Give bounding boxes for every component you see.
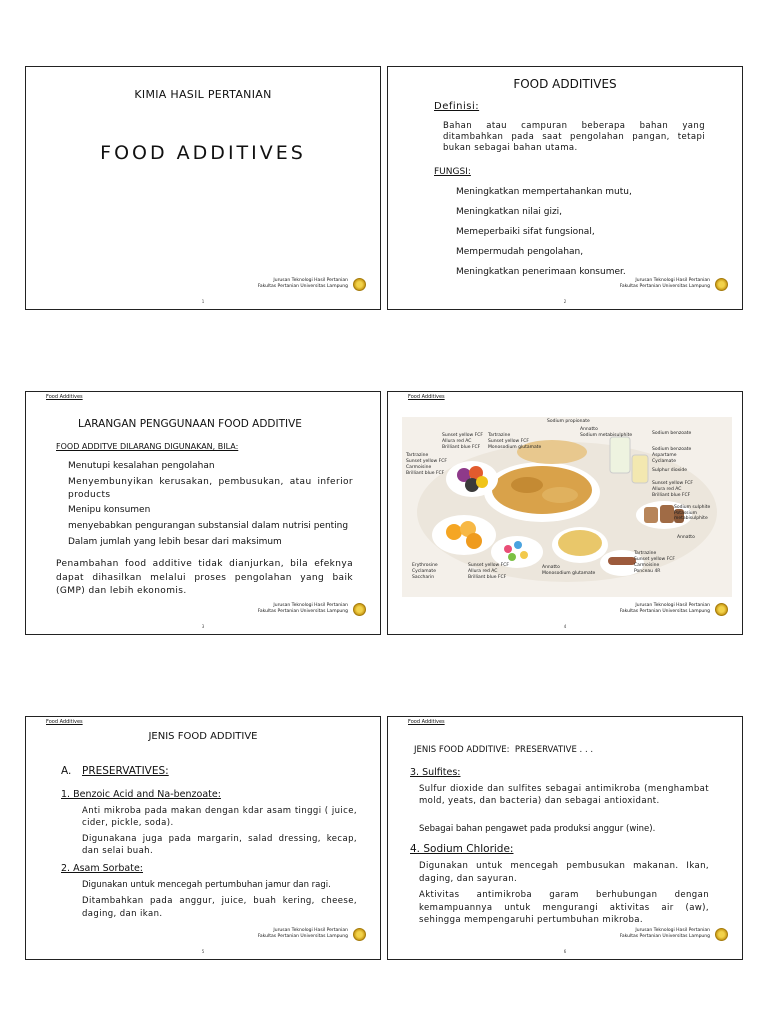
additive-label: Annatto bbox=[677, 535, 695, 540]
section-number: A. bbox=[61, 765, 72, 777]
additive-label: Carmoisine bbox=[634, 563, 660, 568]
slide-5 bbox=[25, 716, 381, 960]
slide-header: Food Additives bbox=[46, 719, 83, 725]
section-heading: PRESERVATIVES: bbox=[82, 765, 169, 777]
additive-label: Sunset yellow FCF bbox=[442, 433, 483, 438]
list-item: Menutupi kesalahan pengolahan bbox=[68, 461, 215, 471]
function-item: Meningkatkan nilai gizi, bbox=[456, 207, 563, 217]
additive-label: Monosodium glutamate bbox=[488, 445, 542, 450]
additive-label: Brilliant blue FCF bbox=[406, 471, 445, 476]
paragraph: Sebagai bahan pengawet pada produksi anggur (wine). bbox=[419, 824, 656, 834]
additive-label: Tartrazine bbox=[488, 433, 511, 438]
additive-label: Sunset yellow FCF bbox=[652, 481, 693, 486]
slide-6 bbox=[387, 716, 743, 960]
function-heading: FUNGSI: bbox=[434, 167, 471, 177]
subsection-heading: 4. Sodium Chloride: bbox=[410, 843, 514, 855]
additive-label: Sunset yellow FCF bbox=[634, 557, 675, 562]
slide-2 bbox=[387, 66, 743, 310]
subsection-heading: 2. Asam Sorbate: bbox=[61, 863, 143, 874]
page-number: 4 bbox=[563, 624, 567, 629]
definition-heading: Definisi: bbox=[434, 101, 480, 112]
list-item: Menipu konsumen bbox=[68, 505, 151, 515]
slide-header: Food Additives bbox=[46, 394, 83, 400]
additive-label: Sunset yellow FCF bbox=[468, 563, 509, 568]
subsection-heading: 1. Benzoic Acid and Na-benzoate: bbox=[61, 789, 221, 800]
university-logo-icon bbox=[715, 603, 728, 616]
additive-label: Tartrazine bbox=[634, 551, 657, 556]
additive-label: Annatto bbox=[542, 565, 560, 570]
slide-header: Food Additives bbox=[408, 394, 445, 400]
page-number: 1 bbox=[201, 299, 205, 304]
additive-label: Sunset yellow FCF bbox=[406, 459, 447, 464]
additive-label: Sodium metabisulphite bbox=[580, 433, 633, 438]
paragraph: Digunakana juga pada margarin, salad dressing, kecap, dan selai buah. bbox=[82, 834, 357, 856]
page-number: 3 bbox=[201, 624, 205, 629]
function-item: Mempermudah pengolahan, bbox=[456, 247, 584, 257]
additive-label: Allura red AC bbox=[468, 569, 498, 574]
additive-label: Potassium metabisulphite bbox=[674, 511, 708, 521]
subsection-heading: 3. Sulfites: bbox=[410, 767, 461, 778]
slide-4 bbox=[387, 391, 743, 635]
university-logo-icon bbox=[715, 928, 728, 941]
additive-label: Sodium benzoate bbox=[652, 447, 692, 452]
additive-label: Ponceau 4R bbox=[634, 569, 661, 574]
additive-label: Sulphur dioxide bbox=[652, 468, 688, 473]
function-item: Meningkatkan mempertahankan mutu, bbox=[456, 187, 632, 197]
list-item: Dalam jumlah yang lebih besar dari maksimum bbox=[68, 537, 282, 547]
slide-subtitle: KIMIA HASIL PERTANIAN bbox=[134, 88, 272, 101]
slide-footer: Jurusan Teknologi Hasil Pertanian Fakultas Pertanian Universitas Lampung bbox=[608, 928, 728, 942]
university-logo-icon bbox=[715, 278, 728, 291]
slide-footer: Jurusan Teknologi Hasil Pertanian Fakultas Pertanian Universitas Lampung bbox=[246, 928, 366, 942]
slide-1 bbox=[25, 66, 381, 310]
additive-label: Allura red AC bbox=[652, 487, 682, 492]
additive-label: Sunset yellow FCF bbox=[488, 439, 529, 444]
additive-label: Saccharin bbox=[412, 575, 435, 580]
slide-footer: Jurusan Teknologi Hasil Pertanian Fakultas Pertanian Universitas Lampung bbox=[608, 278, 728, 292]
slide-header: Food Additives bbox=[408, 719, 445, 725]
additive-label: Monosodium glutamate bbox=[542, 571, 596, 576]
additive-label: Brilliant blue FCF bbox=[652, 493, 691, 498]
additive-label: Annatto bbox=[580, 427, 598, 432]
section-heading: FOOD ADDITVE DILARANG DIGUNAKAN, BILA: bbox=[56, 442, 239, 451]
slide-footer: Jurusan Teknologi Hasil Pertanian Fakultas Pertanian Universitas Lampung bbox=[246, 603, 366, 617]
paragraph: Anti mikroba pada makan dengan kdar asam tinggi ( juice, cider, pickle, soda). bbox=[82, 806, 357, 828]
list-item: Menyembunyikan kerusakan, pembusukan, atau inferior products bbox=[68, 477, 353, 500]
additive-label: Brilliant blue FCF bbox=[442, 445, 481, 450]
slide-footer: Jurusan Teknologi Hasil Pertanian Fakultas Pertanian Universitas Lampung bbox=[608, 603, 728, 617]
page-number: 2 bbox=[563, 299, 567, 304]
definition-text: Bahan atau campuran beberapa bahan yang ditambahkan pada saat pengolahan pangan, tetapi bukan sebagai bahan utama. bbox=[443, 121, 705, 153]
additive-label: Sodium sulphite bbox=[674, 505, 711, 510]
slide-title: FOOD ADDITIVES bbox=[513, 77, 617, 91]
additive-label: Cyclamate bbox=[652, 459, 676, 464]
function-item: Meningkatkan penerimaan konsumer. bbox=[456, 267, 626, 277]
additive-label: Brilliant blue FCF bbox=[468, 575, 507, 580]
paragraph: Aktivitas antimikroba garam berhubungan dengan kemampuannya untuk mengurangi aktivitas air (aw), sehingga mempengaruhi pertumbuhan mikroba. bbox=[419, 890, 709, 925]
page-number: 6 bbox=[563, 949, 567, 954]
paragraph: Ditambahkan pada anggur, juice, buah kering, cheese, daging, dan ikan. bbox=[82, 896, 357, 919]
university-logo-icon bbox=[353, 278, 366, 291]
paragraph: Sulfur dioxide dan sulfites sebagai antimikroba (menghambat mold, yeats, dan bacteria) dan sebagai antioxidant. bbox=[419, 784, 709, 806]
food-additives-photo bbox=[402, 417, 732, 597]
slide-title: JENIS FOOD ADDITIVE bbox=[148, 731, 258, 742]
additive-label: Tartrazine bbox=[406, 453, 429, 458]
paragraph: Digunakan untuk mencegah pembusukan makanan. Ikan, daging, dan sayuran. bbox=[419, 861, 709, 884]
additive-label: Allura red AC bbox=[442, 439, 472, 444]
list-item: menyebabkan pengurangan substansial dalam nutrisi penting bbox=[68, 521, 349, 531]
slide-footer: Jurusan Teknologi Hasil Pertanian Fakultas Pertanian Universitas Lampung bbox=[246, 278, 366, 292]
slide-title: JENIS FOOD ADDITIVE: PRESERVATIVE . . . bbox=[414, 745, 594, 755]
additive-label: Cyclamate bbox=[412, 569, 436, 574]
slide-title: FOOD ADDITIVES bbox=[100, 142, 306, 164]
university-logo-icon bbox=[353, 603, 366, 616]
paragraph: Digunakan untuk mencegah pertumbuhan jamur dan ragi. bbox=[82, 880, 331, 890]
additive-label: Sodium benzoate bbox=[652, 431, 692, 436]
additive-label: Carmoisine bbox=[406, 465, 432, 470]
page-number: 5 bbox=[201, 949, 205, 954]
university-logo-icon bbox=[353, 928, 366, 941]
function-item: Memeperbaiki sifat fungsional, bbox=[456, 227, 595, 237]
additive-label: Aspartame bbox=[652, 453, 677, 458]
additive-label: Erythrosine bbox=[412, 563, 438, 568]
note-text: Penambahan food additive tidak dianjurkan, bila efeknya dapat dihasilkan melalui proses pengolahan yang baik (GMP) dan lebih ekonomis. bbox=[56, 559, 353, 596]
slide-title: LARANGAN PENGGUNAAN FOOD ADDITIVE bbox=[78, 418, 302, 430]
additive-label: Sodium propionate bbox=[547, 419, 590, 424]
slide-3 bbox=[25, 391, 381, 635]
